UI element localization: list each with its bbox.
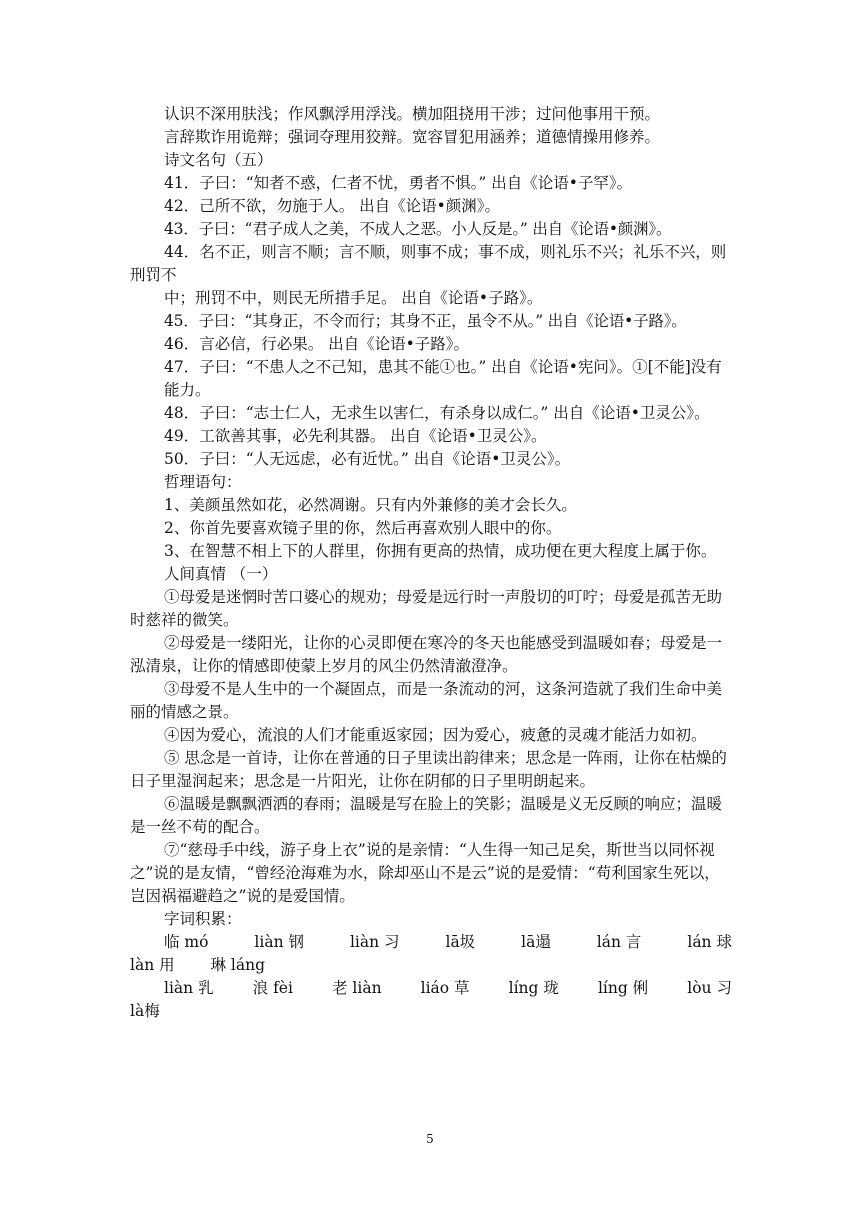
quote-line: 44．名不正，则言不顺；言不顺，则事不成；事不成，则礼乐不兴；礼乐不兴，则刑罚不 — [130, 243, 727, 284]
pinyin-item: 老 liàn — [332, 979, 382, 997]
quote-line: 50．子曰：“人无远虑，必有近忧。” 出自《论语•卫灵公》。 — [164, 450, 571, 468]
paragraph: ⑥温暖是飘飘洒洒的春雨；温暖是写在脸上的笑影；温暖是义无反顾的响应；温暖是一丝不苟的配合。 — [130, 795, 723, 836]
paragraph: ②母爱是一缕阳光，让你的心灵即便在寒冷的冬天也能感受到温暖如春；母爱是一泓清泉，让你的情感即使蒙上岁月的风尘仍然清澈澄净。 — [130, 634, 723, 675]
quote-line: 47．子曰：“不患人之不己知，患其不能①也。” 出自《论语•宪问》。①[不能]没有 — [164, 358, 722, 376]
pinyin-item: 临 mó — [164, 933, 209, 951]
pinyin-item: lán 球 — [687, 933, 732, 951]
quote-line: 43．子曰：“君子成人之美，不成人之恶。小人反是。” 出自《论语•颜渊》。 — [164, 220, 672, 238]
section-heading: 字词积累： — [164, 910, 242, 928]
quote-line: 42．己所不欲，勿施于人。 出自《论语•颜渊》。 — [164, 197, 501, 215]
quote-line: 49．工欲善其事，必先利其器。 出自《论语•卫灵公》。 — [164, 427, 547, 445]
pinyin-item: lā圾 — [445, 933, 476, 951]
pinyin-item: liàn 习 — [349, 933, 400, 951]
quote-line: 41．子曰：“知者不惑，仁者不忧，勇者不惧。” 出自《论语•子罕》。 — [164, 174, 633, 192]
pinyin-row — [130, 931, 732, 954]
section-heading: 诗文名句（五） — [164, 151, 273, 169]
pinyin-item: lā遢 — [521, 933, 551, 951]
pinyin-item: làn 用 — [130, 956, 175, 974]
paragraph: ③母爱不是人生中的一个凝固点，而是一条流动的河，这条河造就了我们生命中美丽的情感之景。 — [130, 680, 723, 721]
pinyin-row-continued — [130, 1000, 732, 1023]
section-heading: 哲理语句： — [164, 473, 242, 491]
pinyin-item: liáo 草 — [420, 979, 470, 997]
quote-line: 45．子曰：“其身正，不令而行；其身不正，虽令不从。” 出自《论语•子路》。 — [164, 312, 687, 330]
document-body — [130, 103, 732, 1023]
sentence-line: 2、你首先要喜欢镜子里的你，然后再喜欢别人眼中的你。 — [164, 519, 562, 537]
quote-line: 48．子曰：“志士仁人，无求生以害仁，有杀身以成仁。” 出自《论语•卫灵公》。 — [164, 404, 710, 422]
pinyin-item: líng 俐 — [597, 979, 649, 997]
quote-line: 中；刑罚不中，则民无所措手足。 出自《论语•子路》。 — [164, 289, 543, 307]
pinyin-row-continued — [130, 954, 732, 977]
page-number: 5 — [426, 1132, 434, 1146]
pinyin-item: lòu 习 — [687, 979, 732, 997]
paragraph: ⑤ 思念是一首诗，让你在普通的日子里读出韵律来；思念是一阵雨，让你在枯燥的日子里湿润起来；思念是一片阳光，让你在阴郁的日子里明朗起来。 — [130, 749, 727, 790]
sentence-line: 3、在智慧不相上下的人群里，你拥有更高的热情，成功便在更大程度上属于你。 — [164, 542, 717, 560]
paragraph: ④因为爱心，流浪的人们才能重返家园；因为爱心，疲惫的灵魂才能活力如初。 — [164, 726, 707, 744]
quote-line: 能力。 — [164, 381, 211, 399]
text-line: 认识不深用肤浅；作风飘浮用浮浅。横加阻挠用干涉；过问他事用干预。 — [164, 105, 661, 123]
paragraph: ⑦“慈母手中线，游子身上衣”说的是亲情：“人生得一知己足矣，斯世当以同怀视之”说的是友情，“曾经沧海难为水，除却巫山不是云”说的是爱情：“苟利国家生死以，岂因祸福避趋之”说的是爱国情。 — [130, 841, 720, 905]
sentence-line: 1、美颜虽然如花，必然凋谢。只有内外兼修的美才会长久。 — [164, 496, 577, 514]
pinyin-item: là梅 — [130, 1002, 160, 1020]
pinyin-item: líng 珑 — [508, 979, 559, 997]
text-line: 言辞欺诈用诡辩；强词夺理用狡辩。宽容冒犯用涵养；道德情操用修养。 — [164, 128, 661, 146]
pinyin-item: 浪 fèi — [252, 979, 293, 997]
pinyin-item: 琳 láng — [210, 956, 266, 974]
paragraph: ①母爱是迷惘时苦口婆心的规劝；母爱是远行时一声殷切的叮咛；母爱是孤苦无助时慈祥的微笑。 — [130, 588, 723, 629]
pinyin-row — [130, 977, 732, 1000]
pinyin-item: liàn 乳 — [164, 979, 214, 997]
pinyin-item: liàn 钢 — [254, 933, 304, 951]
section-heading: 人间真情 （一） — [164, 565, 278, 583]
pinyin-item: lán 言 — [596, 933, 642, 951]
quote-line: 46．言必信，行必果。 出自《论语•子路》。 — [164, 335, 470, 353]
